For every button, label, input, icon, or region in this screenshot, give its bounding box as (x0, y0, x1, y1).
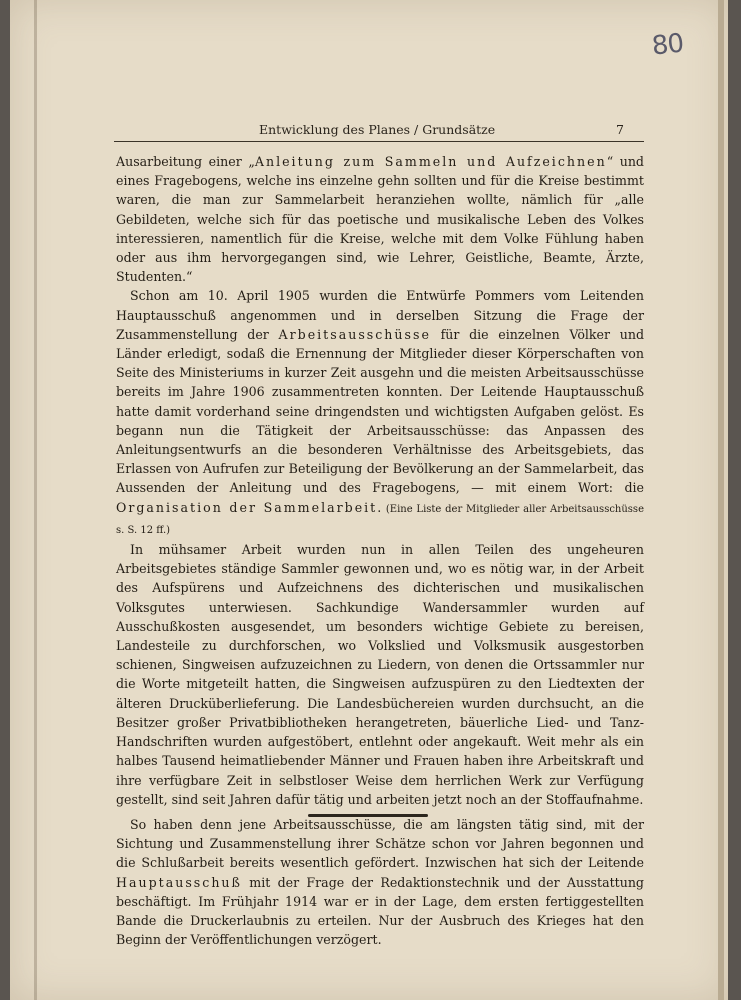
paragraph-2 (116, 286, 644, 540)
text-segment: mit der Frage der Redaktionstechnik und der Ausstattung beschäftigt. Im Frühjahr 1914 war er in der Lage, dem ersten fertiggestellten Bande die Druckerlaubnis zu erteilen. Nur der Ausbruch des Krieges hat den Beginn der Veröffentlichungen verzögert. (116, 874, 644, 948)
paragraph-3 (116, 540, 644, 809)
text-segment: Ausarbeitung einer „ (116, 154, 255, 169)
text-segment: Schon am 10. April 1905 wurden die Entwürfe Pommers vom Leitenden Hauptausschuß angenommen und in derselben Sitzung die Frage der Zusammenstellung der (116, 288, 644, 342)
page-edge (718, 0, 724, 1000)
end-ornament-rule (308, 814, 428, 817)
text-segment: . (377, 499, 386, 515)
page-number: 7 (616, 122, 624, 137)
text-segment: So haben denn jene Arbeitsausschüsse, die am längsten tätig sind, mit der Sichtung und Zusammenstellung ihrer Schätze schon vor Jahren begonnen und die Schlußarbeit bereits wesentlich gefördert. Inzwischen hat sich der Leitende (116, 816, 644, 871)
text-segment: In mühsamer Arbeit wurden nun in allen Teilen des ungeheuren Arbeitsgebietes ständige Sammler gewonnen und, wo es nötig war, in der Arbeit des Aufspürens und Aufzeichnens des dichterischen und musikalischen Volksgutes unterwiesen. Sachkundige Wandersammler wurden auf Ausschußkosten ausgesendet, um besonders wichtige Gebiete zu bereisen, Landesteile zu durchforschen, wo Volkslied und Volksmusik ausgestorben schienen, Singweisen aufzuzeichnen zu Liedern, von denen die Ortssammler nur die Worte mitgeteilt hatten, die Singweisen aufzuspüren zu den Liedtexten der älteren Drucküberlieferung. Die Landesbüchereien wurden durchsucht, an die Besitzer großer Privatbibliotheken herangetreten, bäuerliche Lied- und Tanz-Handschriften wurden aufgestöbert, entlehnt oder angekauft. Weit mehr als ein halbes Tausend heimatliebender Männer und Frauen haben ihre Arbeitskraft und ihre verfügbare Zeit in selbstloser Weise dem herrlichen Werk zur Verfügung gestellt, sind seit Jahren dafür tätig und arbeiten jetzt noch an der Stoffaufnahme. (116, 542, 644, 807)
paragraph-4 (116, 815, 644, 949)
footnote-reference: (Eine Liste der Mitglieder aller Arbeitsausschüsse s. S. 12 ff.) (116, 503, 644, 536)
text-segment-spaced: Hauptausschuß (116, 874, 242, 890)
text-segment-spaced: Arbeitsausschüsse (278, 326, 431, 342)
running-head (114, 120, 644, 140)
paragraph-1 (116, 152, 644, 286)
binding-fold (34, 0, 37, 1000)
text-segment-spaced: Anleitung zum Sammeln und Aufzeichnen (254, 154, 607, 169)
header-rule (114, 141, 644, 142)
running-head-title: Entwicklung des Planes / Grundsätze (259, 122, 496, 137)
handwritten-page-mark: 80 (650, 28, 685, 62)
text-segment: “ und eines Fragebogens, welche ins einzelne gehn sollten und für die Kreise bestimmt waren, die man zur Sammelarbeit heranziehen wollte, nämlich für „alle Gebildeten, welche sich für das poetische und musikalische Leben des Volkes interessieren, namentlich für die Kreise, welche mit dem Volke Fühlung haben oder aus ihm hervorgegangen sind, wie Lehrer, Geistliche, Beamte, Ärzte, Studenten.“ (116, 154, 644, 285)
text-segment: für die einzelnen Völker und Länder erledigt, sodaß die Ernennung der Mitglieder dieser Körperschaften von Seite des Ministeriums in kurzer Zeit ausgehn und die meisten Arbeitsausschüsse bereits im Jahre 1906 zusammentreten konnten. Der Leitende Hauptausschuß hatte damit vorderhand seine dringendsten und wichtigsten Aufgaben gelöst. Es begann nun die Tätigkeit der Arbeitsausschüsse: das Anpassen des Anleitungsentwurfs an die besonderen Verhältnisse des Arbeitsgebiets, das Erlassen von Aufrufen zur Beteiligung der Bevölkerung an der Sammelarbeit, das Aussenden der Anleitung und des Fragebogens, — mit einem Wort: die (116, 326, 645, 496)
text-segment-spaced: Organisation der Sammelarbeit (116, 499, 378, 515)
body-text (116, 152, 644, 949)
